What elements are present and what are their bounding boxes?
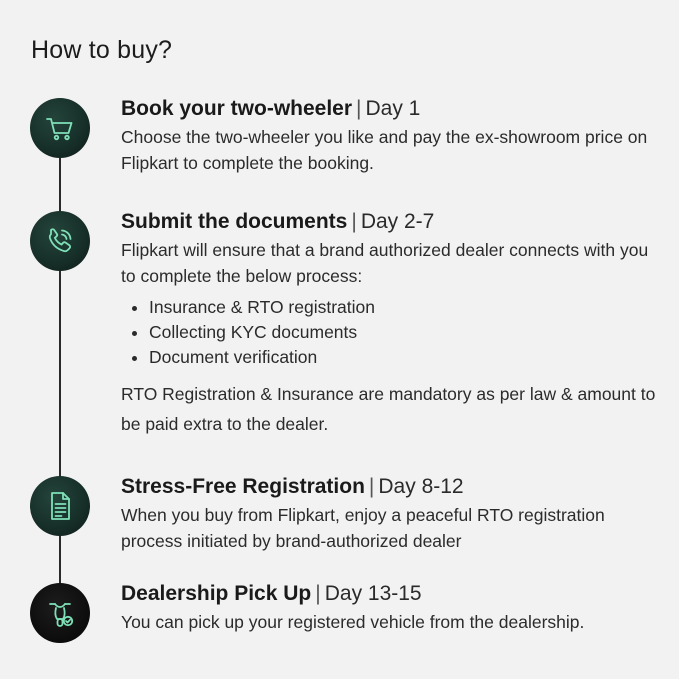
step-4-day: Day 13-15	[324, 582, 422, 605]
step-3-description: When you buy from Flipkart, enjoy a peaceful RTO registration process initiated by brand-authorized dealer	[121, 505, 605, 551]
step-1-separator: |	[356, 97, 362, 120]
step-3	[121, 473, 661, 554]
phone-call-icon	[43, 224, 77, 258]
step-3-separator: |	[368, 475, 375, 498]
step-4-description: You can pick up your registered vehicle from the dealership.	[121, 612, 585, 632]
timeline-line	[59, 128, 61, 613]
step-3-day: Day 8-12	[378, 475, 464, 498]
shopping-cart-icon	[43, 111, 77, 145]
step-1-day: Day 1	[365, 97, 421, 120]
step-4-heading	[121, 580, 661, 608]
step-4-icon-circle	[30, 583, 90, 643]
step-4-title: Dealership Pick Up	[121, 582, 312, 605]
bullet-item: • Collecting KYC documents	[149, 320, 661, 345]
step-2-description: Flipkart will ensure that a brand authorized dealer connects with you to complete the below process:	[121, 240, 649, 286]
bullet-item: • Document verification	[149, 345, 661, 370]
step-4	[121, 580, 661, 635]
step-2-bullet-list	[121, 295, 661, 370]
step-2-separator: |	[351, 210, 357, 233]
step-3-title: Stress-Free Registration	[121, 475, 365, 498]
step-3-heading	[121, 473, 661, 501]
step-4-separator: |	[315, 582, 321, 605]
step-3-icon-circle	[30, 476, 90, 536]
step-1-description: Choose the two-wheeler you like and pay the ex-showroom price on Flipkart to complete the booking.	[121, 127, 648, 173]
step-1-icon-circle	[30, 98, 90, 158]
step-2-icon-circle	[30, 211, 90, 271]
document-icon	[43, 489, 77, 523]
step-1-heading	[121, 95, 661, 123]
step-2-note: RTO Registration & Insurance are mandatory as per law & amount to be paid extra to the dealer.	[121, 384, 656, 434]
scooter-check-icon	[43, 596, 77, 630]
step-2	[121, 208, 661, 439]
step-2-day: Day 2-7	[360, 210, 435, 233]
step-1	[121, 95, 661, 176]
bullet-item: • Insurance & RTO registration	[149, 295, 661, 320]
step-1-title: Book your two-wheeler	[121, 97, 353, 120]
page-title: How to buy?	[31, 36, 173, 64]
step-2-heading	[121, 208, 661, 236]
step-2-title: Submit the documents	[121, 210, 348, 233]
